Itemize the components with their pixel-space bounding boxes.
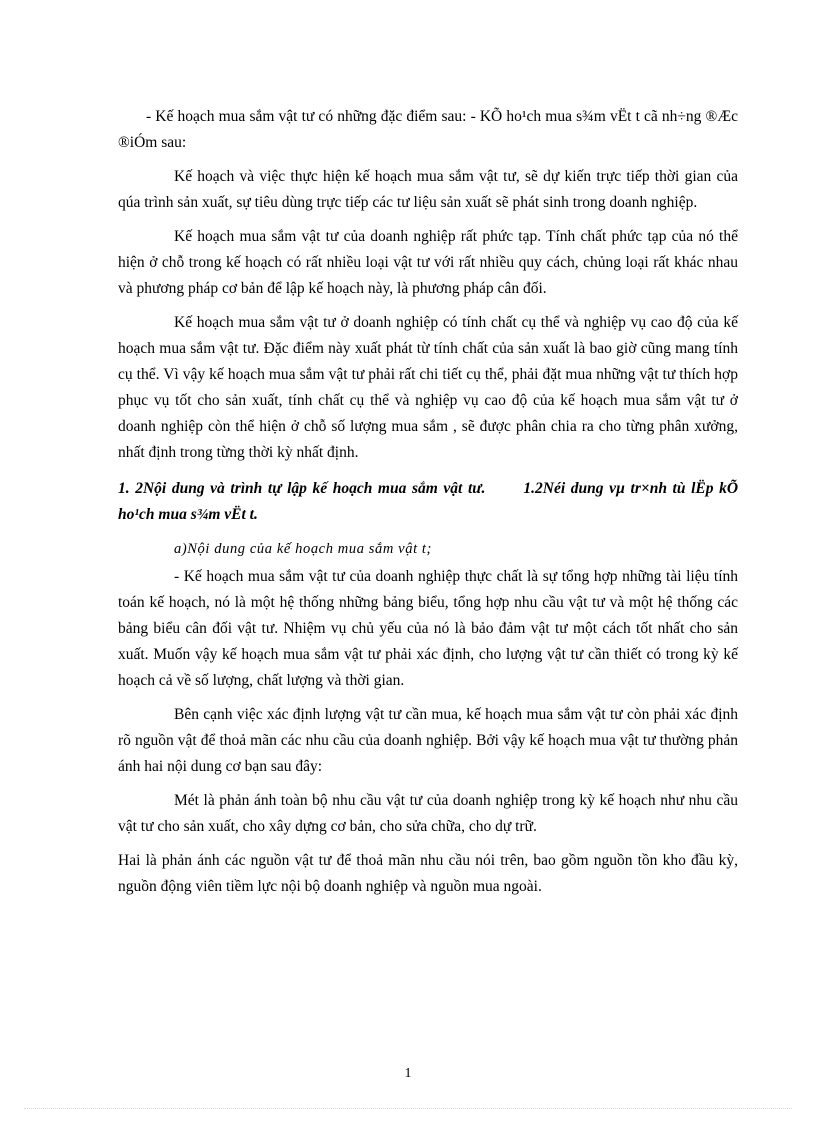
paragraph-features-intro: - Kế hoạch mua sắm vật tư có những đặc điểm sau: - KÕ ho¹ch mua s¾m vËt t cã nh÷ng ®Æc ®iÓm sau: xyxy=(118,108,738,151)
paragraph-content-two: Hai là phản ánh các nguồn vật tư để thoả mãn nhu cầu nói trên, bao gồm nguồn tồn kho đầu kỳ, nguồn động viên tiềm lực nội bộ doanh nghiệp và nguồn mua ngoài. xyxy=(118,852,738,895)
body-text xyxy=(118,104,738,900)
paragraph-plan-complexity: Kế hoạch mua sắm vật tư của doanh nghiệp rất phức tạp. Tính chất phức tạp của nó thể hiện ở chỗ trong kế hoạch có rất nhiều loại vật tư với rất nhiều quy cách, chủng loại rất khác nhau và phương pháp cơ bản để lập kế hoạch này, là phương pháp cân đối. xyxy=(118,228,738,297)
section-heading xyxy=(118,476,738,528)
section-heading-part1: 1. 2Nội dung và trình tự lập kế hoạch mua sắm vật tư. xyxy=(118,480,486,497)
paragraph-sources: Bên cạnh việc xác định lượng vật tư cần mua, kế hoạch mua sắm vật tư còn phải xác định rõ nguồn vật để thoả mãn các nhu cầu của doanh nghiệp. Bởi vậy kế hoạch mua vật tư thường phản ánh hai nội dung cơ bạn sau đây: xyxy=(118,706,738,775)
paragraph-plan-execution: Kế hoạch và việc thực hiện kế hoạch mua sắm vật tư, sẽ dự kiến trực tiếp thời gian của qúa trình sản xuất, sự tiêu dùng trực tiếp các tư liệu sản xuất sẽ phát sinh trong doanh nghiệp. xyxy=(118,168,738,211)
page-bottom-border xyxy=(24,1108,792,1109)
page-number: 1 xyxy=(404,1066,412,1081)
paragraph-content-one: Mét là phản ánh toàn bộ nhu cầu vật tư của doanh nghiệp trong kỳ kế hoạch như nhu cầu vật tư cho sản xuất, cho xây dựng cơ bản, cho sửa chữa, cho dự trữ. xyxy=(118,792,738,835)
paragraph-plan-specificity: Kế hoạch mua sắm vật tư ở doanh nghiệp có tính chất cụ thể và nghiệp vụ cao độ của kế hoạch mua sắm vật tư. Đặc điểm này xuất phát từ tính chất của sản xuất là bao giờ cũng mang tính cụ thể. Vì vậy kế hoạch mua sắm vật tư phải rất chi tiết cụ thể, phải đặt mua những vật tư thích hợp phục vụ tốt cho sản xuất, tính chất cụ thể và nghiệp vụ cao độ của kế hoạch mua sắm vật tư ở doanh nghiệp còn thể hiện ở chỗ số lượng mua sắm , sẽ được phân chia ra cho từng phân xưởng, nhất định trong từng thời kỳ nhất định. xyxy=(118,314,738,461)
paragraph-plan-definition: - Kế hoạch mua sắm vật tư của doanh nghiệp thực chất là sự tổng hợp những tài liệu tính toán kế hoạch, nó là một hệ thống những bảng biểu, tổng hợp nhu cầu vật tư và một hệ thống các bảng biểu cân đối vật tư. Nhiệm vụ chủ yếu của nó là bảo đảm vật tư một cách tốt nhất cho sản xuất. Muốn vậy kế hoạch mua sắm vật tư phải xác định, cho lượng vật tư cần thiết có trong kỳ kế hoạch cả về số lượng, chất lượng và thời gian. xyxy=(118,568,738,689)
section-heading-part2: 1.2Néi dung vµ tr×nh tù lËp kÕ ho¹ch mua s¾m vËt t. xyxy=(118,480,739,523)
subsection-heading: a)Nội dung của kế hoạch mua sắm vật t; xyxy=(174,541,432,557)
